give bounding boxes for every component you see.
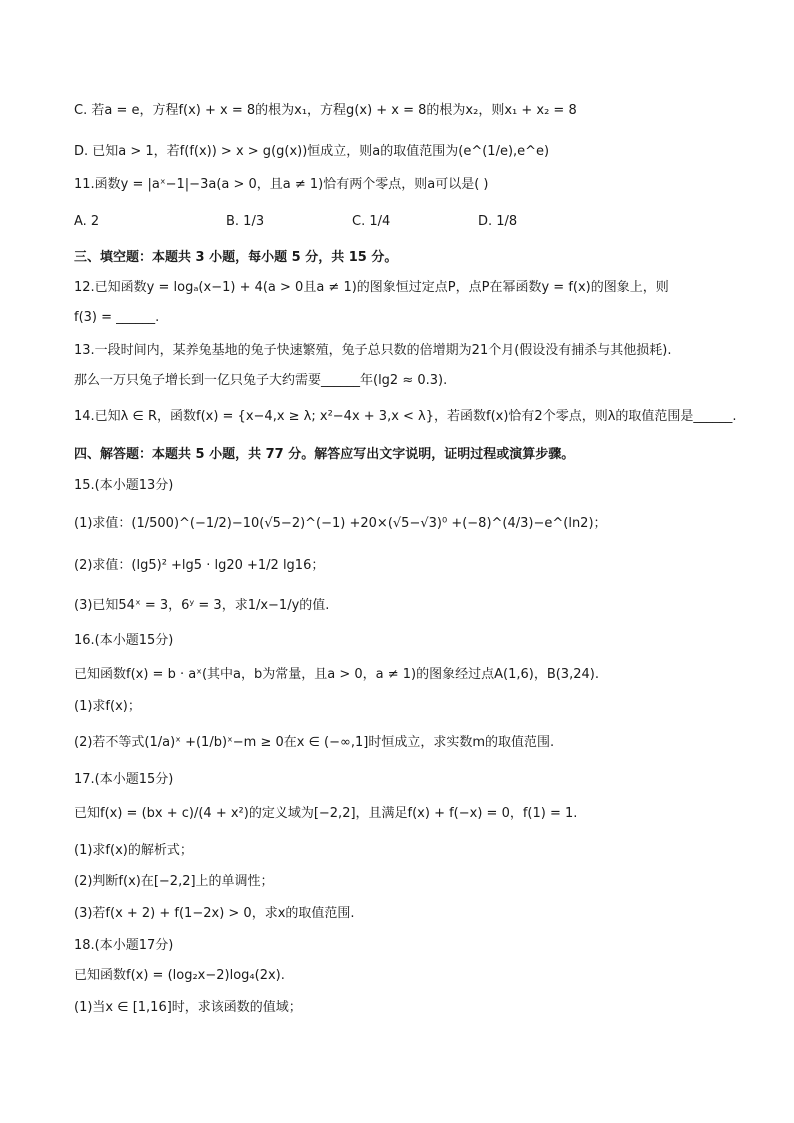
q11-option-b: B. 1/3 bbox=[226, 214, 265, 229]
question-17-part-1 bbox=[74, 841, 734, 861]
question-18-stem bbox=[74, 966, 734, 986]
question-18-part-1-text: (1)当x ∈ [1,16]时，求该函数的值域； bbox=[74, 1000, 302, 1015]
question-13-text-1: 13.一段时间内，某养兔基地的兔子快速繁殖，兔子总只数的倍增期为21个月(假设没有捕杀与其他损耗). bbox=[74, 343, 672, 358]
question-17-stem-text: 已知f(x) = (bx + c)/(4 + x²)的定义域为[−2,2]，且满足f(x) + f(−x) = 0，f(1) = 1. bbox=[74, 806, 578, 821]
question-16-part-2 bbox=[74, 733, 734, 753]
question-12-line-1 bbox=[74, 278, 734, 298]
option-d-text: D. 已知a > 1，若f(f(x)) > x > g(g(x))恒成立，则a的取值范围为(e^(1/e),e^e) bbox=[74, 144, 550, 159]
question-15-part-1-text: (1)求值：(1/500)^(−1/2)−10(√5−2)^(−1) +20×(√5−√3)⁰ +(−8)^(4/3)−e^(ln2)； bbox=[74, 516, 607, 531]
question-14 bbox=[74, 407, 737, 427]
question-17-part-2 bbox=[74, 872, 734, 892]
question-15-part-3 bbox=[74, 596, 734, 616]
question-18-header bbox=[74, 936, 734, 956]
question-15-part-2 bbox=[74, 556, 734, 576]
question-18-stem-text: 已知函数f(x) = (log₂x−2)log₄(2x). bbox=[74, 968, 285, 983]
section-3-text: 三、填空题：本题共 3 小题，每小题 5 分，共 15 分。 bbox=[74, 250, 398, 265]
question-15-header bbox=[74, 476, 734, 496]
question-16-part-1 bbox=[74, 697, 734, 717]
q11-option-c: C. 1/4 bbox=[352, 214, 391, 229]
section-4-text: 四、解答题：本题共 5 小题，共 77 分。解答应写出文字说明，证明过程或演算步骤。 bbox=[74, 447, 575, 462]
question-12-line-2 bbox=[74, 308, 734, 328]
question-15-part-2-text: (2)求值：(lg5)² +lg5 · lg20 +1/2 lg16； bbox=[74, 558, 325, 573]
question-17-header bbox=[74, 770, 734, 790]
question-14-text: 14.已知λ ∈ R，函数f(x) = {x−4,x ≥ λ; x²−4x + 3,x < λ}，若函数f(x)恰有2个零点，则λ的取值范围是______. bbox=[74, 409, 737, 424]
question-13-line-1 bbox=[74, 341, 734, 361]
section-3-heading bbox=[74, 248, 734, 268]
question-18-part-1 bbox=[74, 998, 734, 1018]
option-c-line bbox=[74, 101, 734, 121]
question-17-part-3-text: (3)若f(x + 2) + f(1−2x) > 0，求x的取值范围. bbox=[74, 906, 355, 921]
question-11 bbox=[74, 175, 734, 195]
question-16-header bbox=[74, 631, 734, 651]
question-17-part-1-text: (1)求f(x)的解析式； bbox=[74, 843, 193, 858]
question-15-part-3-text: (3)已知54ˣ = 3，6ʸ = 3，求1/x−1/y的值. bbox=[74, 598, 330, 613]
question-13-line-2 bbox=[74, 371, 734, 391]
question-16-stem-text: 已知函数f(x) = b · aˣ(其中a，b为常量，且a > 0，a ≠ 1)的图象经过点A(1,6)，B(3,24). bbox=[74, 667, 599, 682]
question-16-part-1-text: (1)求f(x)； bbox=[74, 699, 141, 714]
question-17-title: 17.(本小题15分) bbox=[74, 772, 174, 787]
question-17-part-2-text: (2)判断f(x)在[−2,2]上的单调性； bbox=[74, 874, 274, 889]
option-d-line bbox=[74, 142, 734, 162]
question-16-title: 16.(本小题15分) bbox=[74, 633, 174, 648]
q11-option-a: A. 2 bbox=[74, 214, 100, 229]
option-c-text: C. 若a = e，方程f(x) + x = 8的根为x₁，方程g(x) + x = 8的根为x₂，则x₁ + x₂ = 8 bbox=[74, 103, 577, 118]
question-12-text-2: f(3) = ______. bbox=[74, 310, 160, 325]
question-17-stem bbox=[74, 804, 734, 824]
question-11-options bbox=[74, 212, 734, 234]
question-18-title: 18.(本小题17分) bbox=[74, 938, 174, 953]
question-16-part-2-text: (2)若不等式(1/a)ˣ +(1/b)ˣ−m ≥ 0在x ∈ (−∞,1]时恒成立，求实数m的取值范围. bbox=[74, 735, 555, 750]
section-4-heading bbox=[74, 445, 734, 465]
question-11-text: 11.函数y = |aˣ−1|−3a(a > 0，且a ≠ 1)恰有两个零点，则a可以是( ) bbox=[74, 177, 489, 192]
question-13-text-2: 那么一万只兔子增长到一亿只兔子大约需要______年(lg2 ≈ 0.3). bbox=[74, 373, 448, 388]
question-15-title: 15.(本小题13分) bbox=[74, 478, 174, 493]
question-17-part-3 bbox=[74, 904, 734, 924]
q11-option-d: D. 1/8 bbox=[478, 214, 518, 229]
question-16-stem bbox=[74, 665, 734, 685]
question-15-part-1 bbox=[74, 514, 734, 534]
question-12-text-1: 12.已知函数y = logₐ(x−1) + 4(a > 0且a ≠ 1)的图象恒过定点P，点P在幂函数y = f(x)的图象上，则 bbox=[74, 280, 669, 295]
